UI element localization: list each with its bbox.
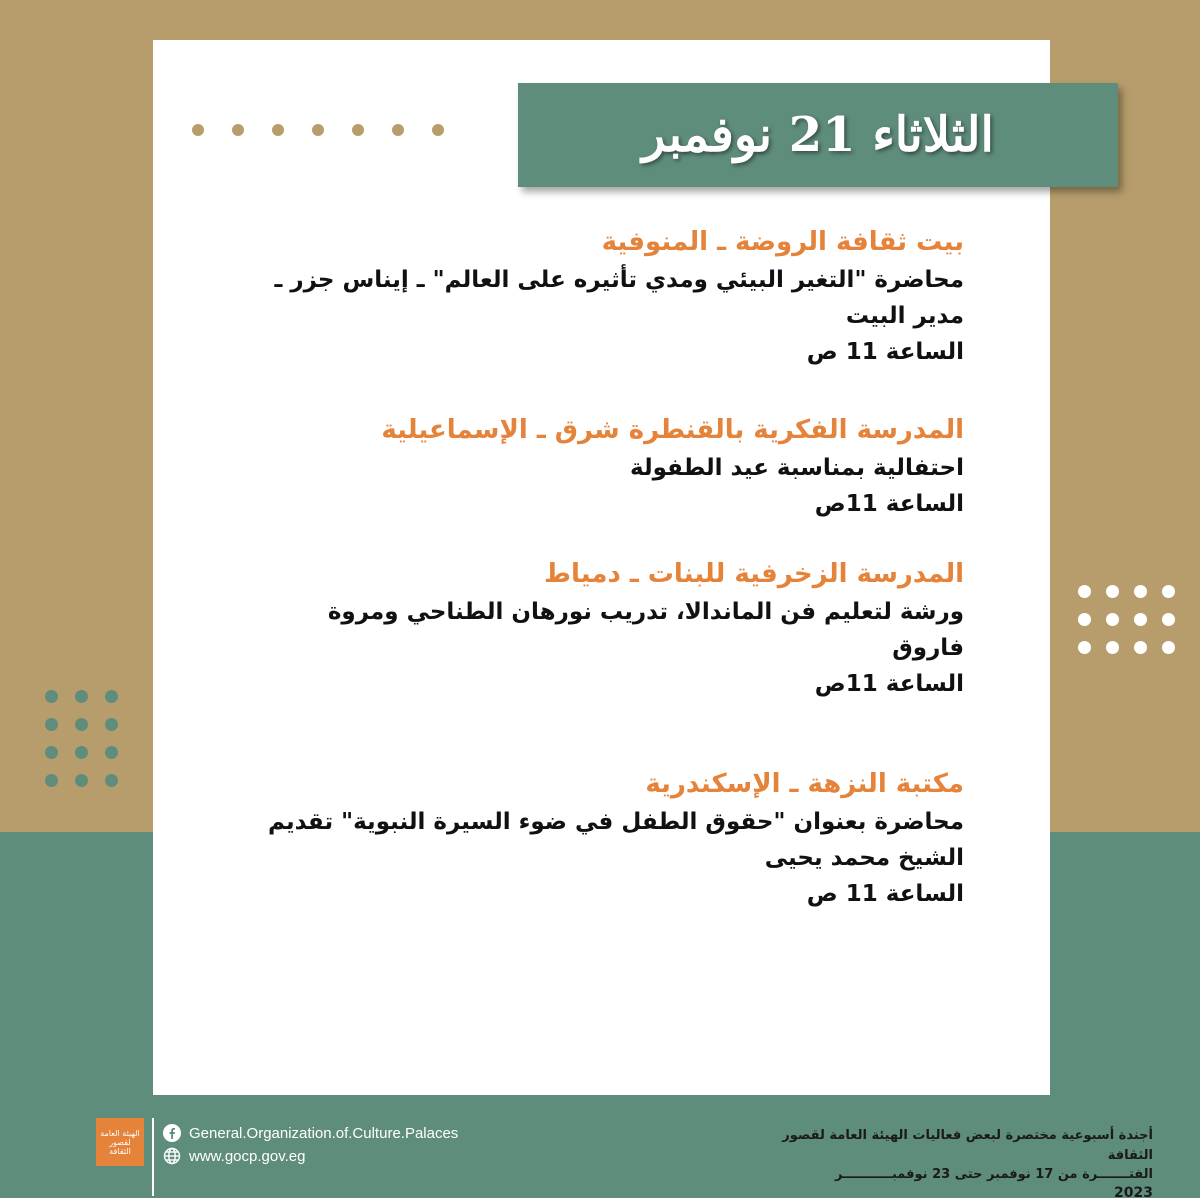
agenda-title: أجندة أسبوعية مختصرة لبعض فعاليات الهيئة العامة لقصور الثقافة [782,1128,1153,1163]
website-url: www.gocp.gov.eg [189,1147,306,1165]
facebook-icon [163,1124,181,1142]
event-description: الشيخ محمد يحيى [764,845,964,871]
facebook-link[interactable] [163,1124,458,1142]
agenda-period: الفتـــــــرة من 17 نوفمبر حتى 23 نوفمبـــــــــــر [835,1167,1153,1182]
decorative-dots-row [192,124,444,136]
event-venue: مكتبة النزهة ـ الإسكندرية [645,769,964,799]
event-description: محاضرة بعنوان "حقوق الطفل في ضوء السيرة النبوية" تقديم [267,809,964,835]
event-time: الساعة 11ص [814,491,964,517]
date-title: الثلاثاء 21 نوفمبر [642,107,994,163]
event-venue: المدرسة الفكرية بالقنطرة شرق ـ الإسماعيلية [381,415,964,445]
decorative-dot-grid-right [1078,585,1176,654]
agenda-footer [733,1126,1153,1202]
event-item [250,554,964,702]
agenda-year: 2023 [1114,1185,1153,1201]
event-time: الساعة 11 ص [806,339,964,365]
decorative-dot-grid-left [45,690,119,787]
website-link[interactable] [163,1147,305,1165]
event-description: احتفالية بمناسبة عيد الطفولة [630,455,964,481]
event-description: محاضرة "التغير البيئي ومدي تأثيره على العالم" ـ إيناس جزر ـ [274,267,964,293]
globe-icon [163,1147,181,1165]
event-item [250,222,964,370]
event-item [250,764,964,912]
event-time: الساعة 11ص [814,671,964,697]
events-list [250,222,964,912]
event-item [250,410,964,522]
event-venue: بيت ثقافة الروضة ـ المنوفية [601,227,964,257]
event-description: مدير البيت [845,303,964,329]
facebook-page-name: General.Organization.of.Culture.Palaces [189,1124,459,1142]
event-time: الساعة 11 ص [806,881,964,907]
event-venue: المدرسة الزخرفية للبنات ـ دمياط [544,559,964,589]
footer-divider [152,1118,154,1196]
logo-text: الهيئة العامة لقصور الثقافة [100,1128,140,1156]
gocp-logo [96,1118,144,1166]
event-description: ورشة لتعليم فن الماندالا، تدريب نورهان الطناحي ومروة فاروق [327,599,964,661]
date-banner [518,83,1118,187]
